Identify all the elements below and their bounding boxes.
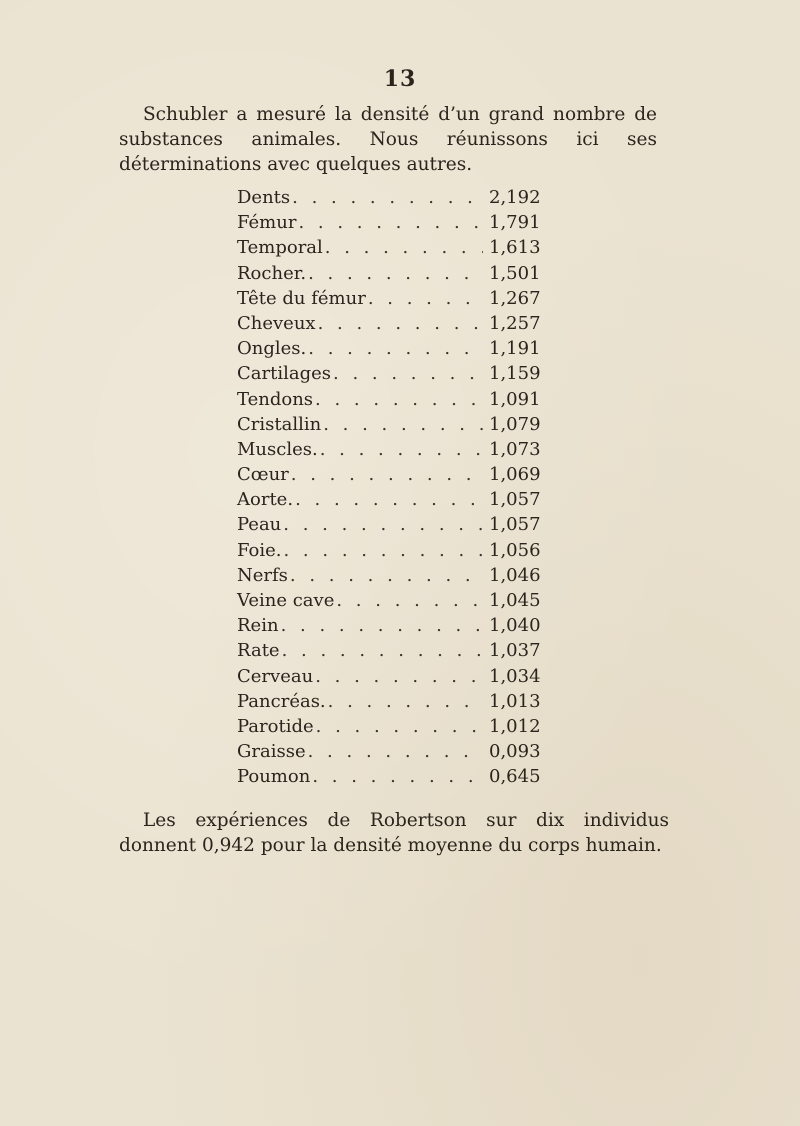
- substance-name: Rocher.: [237, 262, 307, 284]
- dot-leader: [291, 464, 483, 485]
- density-value: 1,056: [489, 539, 541, 561]
- table-row: [237, 489, 567, 514]
- table-row: [237, 514, 567, 539]
- table-row: [237, 464, 567, 489]
- density-value: 1,057: [489, 514, 541, 536]
- table-row: [237, 590, 567, 615]
- table-row: [237, 439, 567, 464]
- dot-leader: [333, 363, 483, 384]
- table-row: [237, 716, 567, 741]
- table-row: [237, 565, 567, 590]
- dot-leader: [298, 212, 483, 233]
- intro-paragraph: Schubler a mesuré la densité d’un grand nombre de substances animales. Nous réunissons ici ses déterminations avec quelques autres.: [119, 104, 657, 175]
- density-value: 0,645: [489, 766, 541, 788]
- density-value: 2,192: [489, 187, 541, 208]
- substance-name: Muscles.: [237, 438, 318, 460]
- table-row: [237, 338, 567, 363]
- closing-paragraph: Les expériences de Robertson sur dix individus donnent 0,942 pour la densité moyenne du corps humain.: [119, 810, 669, 856]
- substance-name: Parotide: [237, 715, 314, 737]
- substance-name: Rein: [237, 615, 279, 637]
- dot-leader: [312, 766, 483, 787]
- substance-name: Peau: [237, 514, 282, 536]
- density-value: 1,012: [489, 715, 541, 737]
- substance-name: Graisse: [237, 741, 306, 763]
- dot-leader: [320, 439, 483, 460]
- table-row: [237, 666, 567, 691]
- dot-leader: [315, 389, 483, 410]
- density-value: 1,257: [489, 312, 541, 334]
- substance-name: Pancréas.: [237, 690, 326, 712]
- density-value: 1,791: [489, 212, 541, 234]
- page-number: 13: [383, 66, 417, 92]
- dot-leader: [328, 691, 483, 712]
- table-row: [237, 212, 567, 237]
- table-row: [237, 263, 567, 288]
- table-row: [237, 540, 567, 565]
- table-row: [237, 237, 567, 262]
- density-value: 1,037: [489, 640, 541, 662]
- substance-name: Tendons: [237, 388, 314, 410]
- table-row: [237, 313, 567, 338]
- density-value: 1,069: [489, 464, 541, 486]
- substance-name: Fémur: [237, 212, 297, 234]
- substance-name: Dents: [237, 187, 291, 208]
- table-row: [237, 615, 567, 640]
- substance-name: Cerveau: [237, 665, 314, 687]
- density-value: 1,046: [489, 564, 541, 586]
- density-value: 1,034: [489, 665, 541, 687]
- density-value: 1,613: [489, 237, 541, 259]
- table-row: [237, 691, 567, 716]
- density-value: 1,501: [489, 262, 541, 284]
- table-row: [237, 389, 567, 414]
- table-row: [237, 288, 567, 313]
- substance-name: Poumon: [237, 766, 311, 788]
- density-value: 1,073: [489, 438, 541, 460]
- dot-leader: [283, 540, 483, 561]
- substance-name: Aorte.: [237, 489, 294, 511]
- density-value: 1,079: [489, 413, 541, 435]
- dot-leader: [336, 590, 483, 611]
- substance-name: Cristallin: [237, 413, 322, 435]
- density-value: 1,191: [489, 338, 541, 360]
- dot-leader: [308, 741, 483, 762]
- density-value: 1,057: [489, 489, 541, 511]
- substance-name: Foie.: [237, 539, 282, 561]
- table-row: [237, 640, 567, 665]
- density-value: 1,013: [489, 690, 541, 712]
- dot-leader: [290, 565, 483, 586]
- density-value: 1,091: [489, 388, 541, 410]
- substance-name: Cheveux: [237, 312, 316, 334]
- dot-leader: [318, 313, 483, 334]
- dot-leader: [292, 187, 483, 208]
- table-row: [237, 187, 567, 212]
- dot-leader: [308, 338, 483, 359]
- dot-leader: [295, 489, 483, 510]
- density-value: 1,267: [489, 287, 541, 309]
- dot-leader: [282, 640, 483, 661]
- substance-name: Rate: [237, 640, 280, 662]
- substance-name: Veine cave: [237, 590, 335, 611]
- substance-name: Temporal: [237, 237, 323, 259]
- density-value: 1,159: [489, 363, 541, 385]
- dot-leader: [316, 716, 483, 737]
- dot-leader: [308, 263, 483, 284]
- dot-leader: [283, 514, 483, 535]
- substance-name: Cartilages: [237, 363, 331, 385]
- substance-name: Tête du fémur: [237, 287, 366, 309]
- table-row: [237, 766, 567, 791]
- table-row: [237, 414, 567, 439]
- dot-leader: [368, 288, 483, 309]
- table-row: [237, 741, 567, 766]
- density-table: [237, 187, 567, 792]
- dot-leader: [315, 666, 483, 687]
- substance-name: Ongles.: [237, 338, 307, 360]
- substance-name: Cœur: [237, 464, 289, 486]
- dot-leader: [325, 237, 483, 258]
- substance-name: Nerfs: [237, 564, 288, 586]
- dot-leader: [323, 414, 483, 435]
- density-value: 1,045: [489, 590, 541, 611]
- table-row: [237, 363, 567, 388]
- dot-leader: [281, 615, 483, 636]
- density-value: 0,093: [489, 741, 541, 763]
- density-value: 1,040: [489, 615, 541, 637]
